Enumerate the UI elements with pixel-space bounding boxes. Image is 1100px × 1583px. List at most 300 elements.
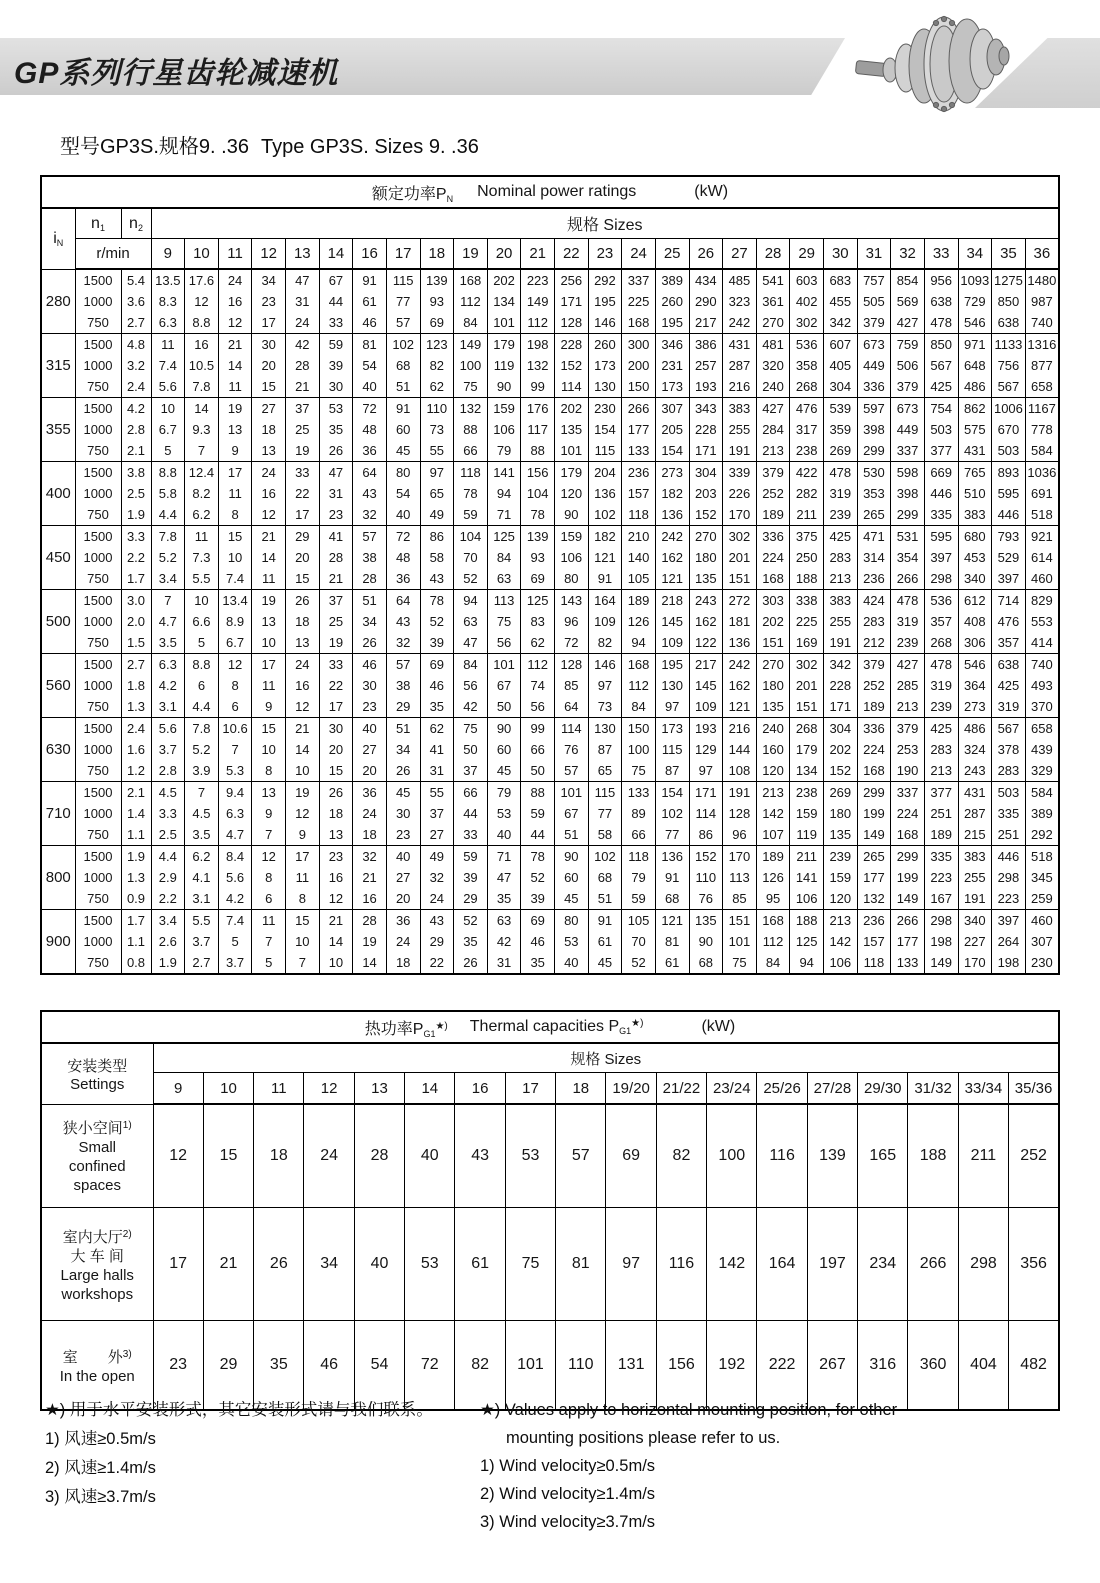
pn-value: 132	[459, 401, 482, 416]
pg1-cell: 110	[556, 1321, 606, 1411]
pn-value: 96	[732, 827, 747, 842]
pn-value: 541	[762, 273, 784, 288]
pn-value: 180	[694, 550, 717, 565]
pn-value: 136	[661, 507, 684, 522]
n2-value: 2.0	[126, 614, 146, 629]
pn-value: 283	[997, 763, 1020, 778]
pn-value: 25	[328, 614, 344, 629]
pn-cell	[824, 334, 858, 398]
pn-value: 84	[765, 955, 781, 970]
pg1-cell: 17	[153, 1208, 203, 1321]
pn-value: 195	[661, 657, 684, 672]
pn-value: 379	[863, 315, 885, 330]
pn-value: 70	[631, 934, 646, 949]
pn-value: 30	[261, 337, 276, 352]
pn-value: 168	[896, 827, 919, 842]
power-title-cell	[41, 176, 1059, 208]
pn-value: 125	[795, 934, 818, 949]
pn-value: 129	[694, 742, 717, 757]
pn-cell	[420, 269, 454, 334]
pg1-cell: 404	[958, 1321, 1008, 1411]
ratio-cell: 315	[41, 334, 75, 398]
pn-value: 115	[392, 273, 414, 288]
pn-cell	[454, 269, 488, 334]
pn-value: 170	[728, 507, 751, 522]
n2-value: 2.2	[126, 550, 146, 565]
pn-value: 142	[829, 934, 852, 949]
pn-value: 320	[762, 358, 784, 373]
pn-value: 1.9	[158, 955, 177, 970]
ratio-row-450	[41, 526, 1059, 590]
pn-value: 21	[295, 721, 310, 736]
pn-value: 37	[328, 593, 344, 608]
n1-value: 750	[87, 443, 109, 458]
pn-cell	[655, 526, 689, 590]
power-head-row-2	[41, 239, 1059, 270]
pn-value: 152	[694, 849, 717, 864]
n2-value: 3.2	[126, 358, 146, 373]
pn-value: 26	[328, 443, 344, 458]
pn-cell	[185, 718, 219, 782]
pn-value: 50	[530, 763, 545, 778]
pn-cell	[924, 334, 958, 398]
pn-value: 21	[261, 529, 276, 544]
pn-cell	[218, 846, 252, 910]
pn-value: 236	[863, 913, 885, 928]
pn-value: 46	[429, 678, 445, 693]
pn-value: 62	[429, 721, 445, 736]
pn-cell	[1025, 910, 1059, 975]
pn-value: 455	[829, 294, 852, 309]
size-col-header-35: 35	[992, 239, 1026, 270]
pn-value: 5.2	[158, 550, 177, 565]
pn-cell	[891, 590, 925, 654]
pn-value: 252	[762, 486, 784, 501]
pn-value: 13	[261, 443, 276, 458]
pn-cell	[555, 269, 589, 334]
pn-value: 97	[698, 763, 714, 778]
pn-cell	[857, 654, 891, 718]
pn-value: 36	[362, 785, 377, 800]
pn-cell	[622, 526, 656, 590]
pn-value: 50	[463, 742, 478, 757]
pn-value: 38	[362, 550, 377, 565]
pn-cell	[723, 462, 757, 526]
pn-cell	[891, 846, 925, 910]
pn-value: 714	[997, 593, 1020, 608]
pn-value: 133	[627, 443, 650, 458]
pn-value: 203	[694, 486, 717, 501]
pn-value: 99	[530, 379, 545, 394]
thermal-title-unit: (kW)	[701, 1018, 736, 1035]
pn-value: 10	[160, 401, 176, 416]
pn-cell	[420, 846, 454, 910]
pn-value: 5.5	[192, 571, 211, 586]
pn-value: 223	[930, 870, 953, 885]
pg1-cell: 482	[1009, 1321, 1059, 1411]
pn-cell	[151, 654, 185, 718]
pn-value: 52	[530, 870, 545, 885]
pn-value: 168	[762, 913, 784, 928]
pn-value: 481	[762, 337, 784, 352]
pn-value: 427	[896, 315, 919, 330]
n1-cell	[75, 590, 121, 654]
pn-value: 170	[963, 955, 986, 970]
pn-value: 15	[261, 721, 276, 736]
pn-value: 136	[594, 486, 616, 501]
pn-value: 109	[661, 635, 684, 650]
power-title-wrap	[42, 181, 1058, 204]
pn-value: 11	[228, 379, 242, 394]
pg1-cell: 46	[304, 1321, 354, 1411]
pn-value: 15	[295, 913, 310, 928]
pn-cell	[420, 590, 454, 654]
pn-value: 284	[762, 422, 784, 437]
pn-value: 112	[527, 315, 549, 330]
pn-value: 260	[594, 337, 616, 352]
pn-value: 298	[997, 870, 1020, 885]
n2-value: 1.3	[126, 699, 146, 714]
pn-value: 7.8	[192, 721, 211, 736]
pn-value: 478	[930, 315, 953, 330]
pn-value: 486	[963, 379, 986, 394]
pn-value: 120	[560, 486, 583, 501]
pn-value: 264	[997, 934, 1020, 949]
pn-value: 754	[930, 401, 953, 416]
pg1-cell: 101	[505, 1321, 555, 1411]
pn-value: 75	[732, 955, 747, 970]
pn-value: 446	[930, 486, 953, 501]
n1-cell	[75, 269, 121, 334]
pn-value: 204	[594, 465, 616, 480]
pn-value: 142	[762, 806, 784, 821]
pn-value: 16	[328, 870, 344, 885]
ratio-row-280	[41, 269, 1059, 334]
pn-value: 5.5	[192, 913, 211, 928]
pn-value: 987	[1031, 294, 1053, 309]
pn-value: 850	[997, 294, 1020, 309]
pn-value: 7.4	[158, 358, 177, 373]
pn-value: 35	[496, 891, 512, 906]
pn-value: 336	[863, 379, 885, 394]
pn-value: 8	[265, 763, 273, 778]
pn-cell	[857, 590, 891, 654]
ratio-row-355	[41, 398, 1059, 462]
pn-value: 299	[863, 785, 885, 800]
pn-value: 39	[530, 891, 545, 906]
thermal-size-header-12: 12	[304, 1073, 354, 1105]
pn-value: 425	[997, 678, 1020, 693]
pn-cell	[723, 718, 757, 782]
pn-cell	[487, 462, 521, 526]
pn-value: 23	[328, 507, 344, 522]
pn-value: 31	[295, 294, 310, 309]
pn-value: 446	[997, 849, 1020, 864]
pn-value: 250	[795, 550, 818, 565]
pn-value: 218	[661, 593, 684, 608]
ratio-row-500	[41, 590, 1059, 654]
pn-value: 91	[395, 401, 411, 416]
pn-cell	[723, 526, 757, 590]
pg1-cell: 252	[1009, 1104, 1059, 1208]
pn-value: 21	[362, 870, 377, 885]
pn-cell	[454, 334, 488, 398]
pn-value: 5.6	[226, 870, 245, 885]
n1-value: 1000	[83, 806, 113, 821]
pn-value: 121	[594, 550, 616, 565]
pg1-cell: 116	[656, 1208, 706, 1321]
n2-value: 1.5	[126, 635, 146, 650]
pn-value: 46	[530, 934, 545, 949]
pn-value: 8	[265, 870, 273, 885]
pn-value: 20	[261, 358, 276, 373]
n2-value: 2.1	[126, 443, 146, 458]
pn-cell	[958, 334, 992, 398]
pn-value: 339	[728, 465, 751, 480]
pn-value: 114	[695, 806, 717, 821]
pn-value: 45	[395, 785, 411, 800]
pn-value: 56	[496, 635, 512, 650]
pn-value: 255	[728, 422, 751, 437]
pn-value: 198	[997, 955, 1020, 970]
n1-cell	[75, 462, 121, 526]
pn-value: 7	[197, 785, 206, 800]
pn-value: 149	[526, 294, 549, 309]
pn-value: 877	[1031, 358, 1053, 373]
pn-value: 269	[829, 785, 852, 800]
pn-value: 389	[1031, 806, 1053, 821]
pn-cell	[891, 910, 925, 975]
pn-value: 32	[429, 870, 445, 885]
model-subtitle-en: Type GP3S. Sizes 9. .36	[260, 136, 479, 158]
pn-value: 13	[227, 422, 243, 437]
pn-cell	[386, 654, 420, 718]
n1-value: 1500	[83, 401, 113, 416]
pn-value: 17	[328, 699, 344, 714]
pn-cell	[924, 269, 958, 334]
pn-value: 205	[661, 422, 684, 437]
n2-value: 2.4	[126, 379, 146, 394]
pn-value: 82	[597, 635, 613, 650]
n2-value: 1.1	[126, 934, 146, 949]
pn-value: 336	[863, 721, 885, 736]
pn-cell	[857, 718, 891, 782]
pn-cell	[857, 846, 891, 910]
pn-cell	[622, 846, 656, 910]
pn-value: 57	[395, 315, 411, 330]
pn-cell	[487, 590, 521, 654]
pn-value: 15	[328, 763, 344, 778]
pn-value: 47	[295, 273, 310, 288]
pn-value: 230	[1031, 955, 1053, 970]
pn-cell	[185, 782, 219, 846]
pn-cell	[555, 462, 589, 526]
pn-value: 66	[463, 785, 478, 800]
pn-value: 259	[1031, 891, 1053, 906]
pn-cell	[252, 462, 286, 526]
pn-cell	[1025, 782, 1059, 846]
pn-value: 379	[896, 379, 919, 394]
n2-value: 2.7	[126, 657, 146, 672]
pn-value: 337	[627, 273, 650, 288]
pn-value: 119	[493, 358, 515, 373]
pn-cell	[420, 654, 454, 718]
pn-value: 53	[496, 806, 512, 821]
size-col-header-33: 33	[924, 239, 958, 270]
pn-cell	[689, 526, 723, 590]
pn-cell	[151, 718, 185, 782]
pn-value: 756	[997, 358, 1020, 373]
pn-value: 765	[963, 465, 986, 480]
pn-cell	[622, 462, 656, 526]
n1-value: 1500	[83, 721, 113, 736]
pn-cell	[286, 334, 320, 398]
pn-value: 242	[728, 315, 751, 330]
pn-cell	[286, 718, 320, 782]
pn-value: 12	[261, 507, 276, 522]
pn-value: 7	[298, 955, 306, 970]
pn-value: 5.6	[158, 379, 177, 394]
pn-value: 134	[493, 294, 515, 309]
pn-value: 612	[963, 593, 986, 608]
pn-cell	[185, 654, 219, 718]
pn-value: 47	[328, 465, 344, 480]
pn-value: 77	[664, 827, 680, 842]
pn-value: 44	[328, 294, 344, 309]
pn-cell	[151, 590, 185, 654]
pn-value: 134	[795, 763, 818, 778]
pn-value: 354	[896, 550, 919, 565]
note-zh-3: 3) 风速≥3.7m/s	[45, 1488, 156, 1506]
pn-value: 94	[799, 955, 814, 970]
size-col-header-24: 24	[622, 239, 656, 270]
pn-value: 230	[594, 401, 616, 416]
pn-cell	[319, 846, 353, 910]
pn-value: 669	[930, 465, 953, 480]
pn-value: 202	[493, 273, 515, 288]
size-col-header-12: 12	[252, 239, 286, 270]
pn-value: 53	[564, 934, 579, 949]
pn-value: 1167	[1027, 401, 1056, 416]
n1-value: 1500	[83, 657, 113, 672]
n1-value: 750	[87, 635, 109, 650]
n2-value: 2.8	[126, 422, 146, 437]
pn-value: 3.4	[158, 913, 177, 928]
pn-cell	[723, 398, 757, 462]
n1-value: 1000	[83, 422, 113, 437]
pn-cell	[521, 398, 555, 462]
n2-value: 4.2	[126, 401, 146, 416]
power-ratings-table	[40, 175, 1060, 975]
pn-cell	[723, 654, 757, 718]
pg1-cell: 100	[707, 1104, 757, 1208]
pn-value: 25	[295, 422, 310, 437]
pn-value: 425	[829, 529, 852, 544]
pn-value: 114	[560, 721, 582, 736]
pn-value: 171	[829, 699, 852, 714]
pn-value: 112	[460, 294, 481, 309]
pn-value: 290	[694, 294, 717, 309]
pn-value: 251	[930, 806, 953, 821]
pn-value: 132	[526, 358, 549, 373]
pn-cell	[1025, 462, 1059, 526]
pn-value: 115	[661, 742, 683, 757]
pn-cell	[958, 462, 992, 526]
n1-cell	[75, 910, 121, 975]
size-col-header-16: 16	[353, 239, 387, 270]
pg1-cell: 97	[606, 1208, 656, 1321]
pn-value: 154	[661, 785, 684, 800]
pg1-cell: 61	[455, 1208, 505, 1321]
pn-value: 84	[463, 657, 478, 672]
pn-value: 266	[627, 401, 650, 416]
size-col-header-25: 25	[655, 239, 689, 270]
pn-value: 112	[628, 678, 649, 693]
pn-value: 4.7	[158, 614, 177, 629]
ratio-row-560	[41, 654, 1059, 718]
pn-value: 74	[530, 678, 545, 693]
pn-value: 181	[728, 614, 751, 629]
pn-value: 227	[963, 934, 986, 949]
pn-value: 240	[762, 721, 784, 736]
pn-cell	[1025, 398, 1059, 462]
pn-value: 607	[829, 337, 852, 352]
pn-value: 168	[627, 315, 650, 330]
thermal-size-header-18: 18	[556, 1073, 606, 1105]
pn-value: 151	[795, 699, 818, 714]
pn-cell	[857, 910, 891, 975]
pn-cell	[252, 910, 286, 975]
pn-value: 478	[930, 657, 953, 672]
pn-value: 43	[429, 913, 445, 928]
pn-cell	[689, 846, 723, 910]
thermal-size-header-14: 14	[405, 1073, 455, 1105]
pn-value: 8.2	[192, 486, 211, 501]
pn-cell	[790, 269, 824, 334]
pn-value: 42	[496, 934, 512, 949]
n1-symbol-sub: 1	[99, 222, 105, 233]
footnotes-en	[480, 1396, 950, 1536]
pn-value: 112	[762, 934, 784, 949]
pn-value: 79	[496, 785, 512, 800]
pn-cell	[924, 590, 958, 654]
size-col-header-17: 17	[386, 239, 420, 270]
pn-value: 87	[664, 763, 680, 778]
pn-cell	[185, 398, 219, 462]
pg1-cell: 23	[153, 1321, 203, 1411]
pg1-cell: 35	[254, 1321, 304, 1411]
n2-cell	[121, 462, 151, 526]
pn-value: 56	[530, 699, 545, 714]
pn-value: 135	[694, 913, 717, 928]
pn-value: 5.2	[192, 742, 211, 757]
pn-cell	[689, 910, 723, 975]
pn-value: 202	[560, 401, 583, 416]
pn-value: 337	[896, 785, 919, 800]
pn-value: 128	[728, 806, 751, 821]
pn-value: 266	[896, 571, 919, 586]
pn-value: 67	[328, 273, 344, 288]
pn-value: 6.6	[192, 614, 211, 629]
pn-value: 398	[896, 486, 919, 501]
n2-value: 1.8	[126, 678, 146, 693]
pn-value: 1093	[960, 273, 990, 288]
pn-cell	[319, 398, 353, 462]
n1-cell	[75, 782, 121, 846]
pn-value: 118	[460, 465, 481, 480]
pn-value: 265	[863, 507, 885, 522]
pn-value: 8.9	[226, 614, 245, 629]
